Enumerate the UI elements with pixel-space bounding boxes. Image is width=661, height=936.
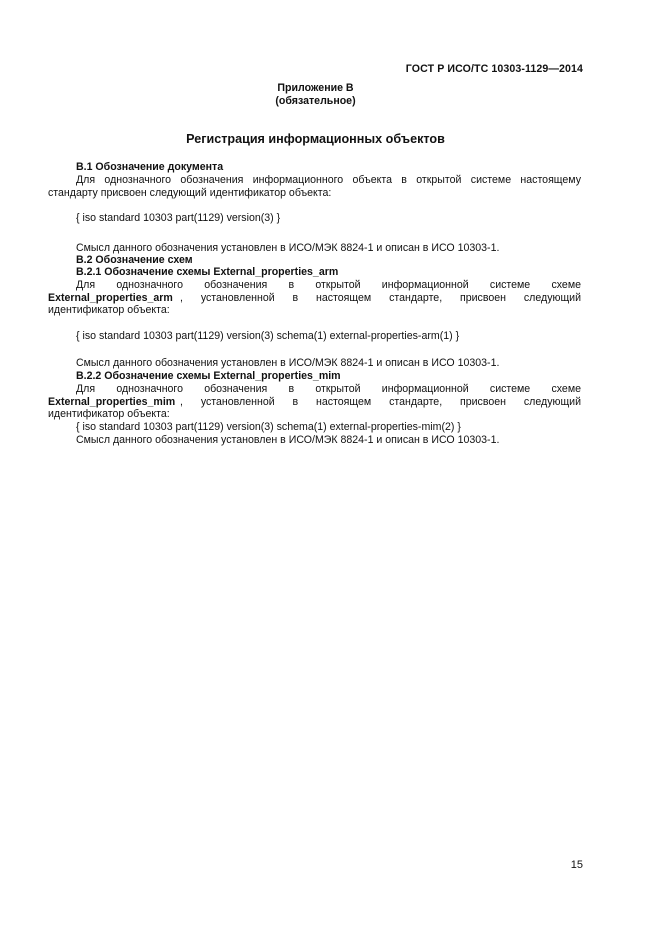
section-b22-schema-name: External_properties_mim	[48, 396, 176, 408]
section-b21-paragraph-line3: идентификатор объекта:	[48, 304, 170, 316]
section-b1-paragraph-line1: Для однозначного обозначения информационного объекта в открытой системе настоящему	[76, 174, 581, 186]
section-b1-paragraph-line2: стандарту присвоен следующий идентификатор объекта:	[48, 187, 332, 199]
section-b22-paragraph-line3: идентификатор объекта:	[48, 408, 170, 420]
page-title: Регистрация информационных объектов	[186, 132, 445, 146]
section-b21-identifier: { iso standard 10303 part(1129) version(3) schema(1) external-properties-arm(1) }	[76, 330, 460, 342]
section-b1-meaning: Смысл данного обозначения установлен в ИСО/МЭК 8824-1 и описан в ИСО 10303-1.	[76, 242, 500, 254]
appendix-label: Приложение В	[277, 82, 354, 94]
section-b1-heading: В.1 Обозначение документа	[76, 161, 224, 173]
section-b22-paragraph-line1: Для однозначного обозначения в открытой информационной системе схеме	[76, 383, 581, 395]
section-b22-meaning: Смысл данного обозначения установлен в ИСО/МЭК 8824-1 и описан в ИСО 10303-1.	[76, 434, 500, 446]
section-b22-identifier: { iso standard 10303 part(1129) version(3) schema(1) external-properties-mim(2) }	[76, 421, 461, 433]
section-b22-paragraph-line2: , установленной в настоящем стандарте, присвоен следующий	[180, 396, 581, 408]
section-b22-heading: В.2.2 Обозначение схемы External_properties_mim	[76, 370, 341, 382]
appendix-status: (обязательное)	[275, 95, 356, 107]
standard-code-header: ГОСТ Р ИСО/ТС 10303-1129—2014	[405, 63, 583, 75]
page-number: 15	[570, 859, 583, 871]
section-b2-heading: В.2 Обозначение схем	[76, 254, 193, 266]
section-b21-heading: В.2.1 Обозначение схемы External_properties_arm	[76, 266, 339, 278]
section-b21-paragraph-line1: Для однозначного обозначения в открытой информационной системе схеме	[76, 279, 581, 291]
section-b21-meaning: Смысл данного обозначения установлен в ИСО/МЭК 8824-1 и описан в ИСО 10303-1.	[76, 357, 500, 369]
section-b21-paragraph-line2: , установленной в настоящем стандарте, присвоен следующий	[180, 292, 581, 304]
section-b1-identifier: { iso standard 10303 part(1129) version(3) }	[76, 212, 281, 224]
section-b21-schema-name: External_properties_arm	[48, 292, 173, 304]
